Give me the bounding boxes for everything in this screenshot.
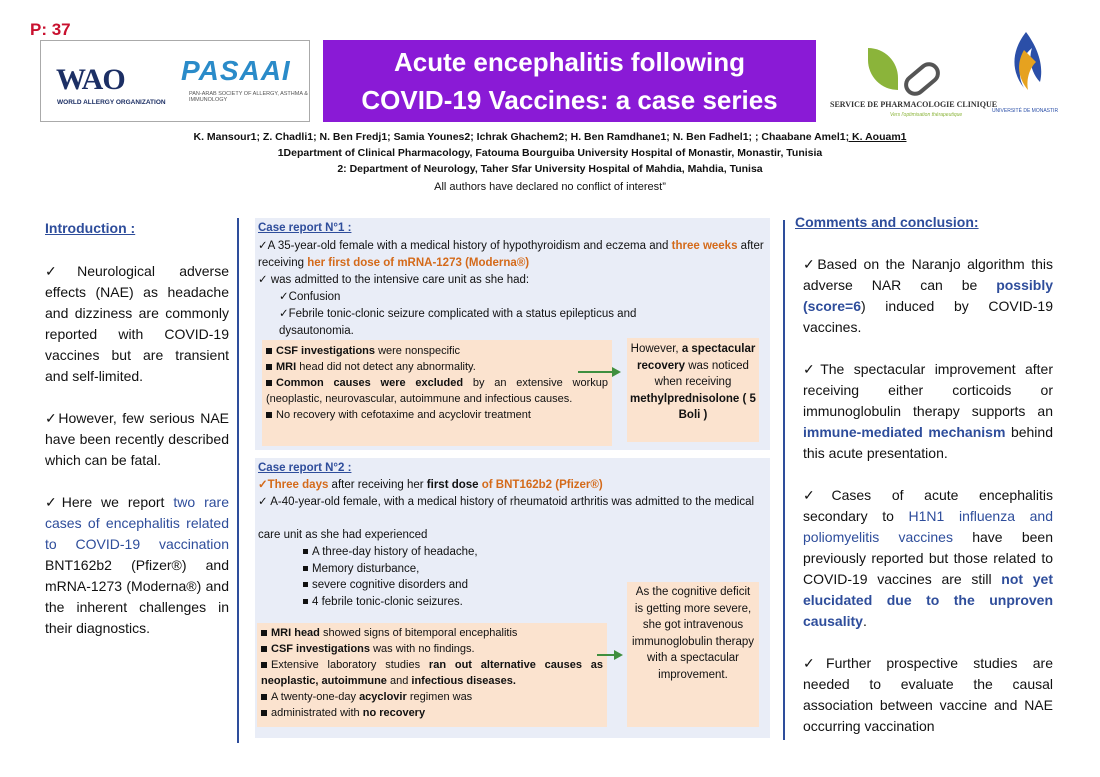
case-2-symptoms — [303, 544, 478, 610]
title-line-1: Acute encephalitis following — [393, 47, 746, 77]
conclusion-body — [797, 254, 1053, 758]
case-2-onset: ✓Three days after receiving her first dose of BNT162b2 (Pfizer®) — [258, 479, 603, 491]
case-1-finding-csf: CSF investigations were nonspecific — [266, 343, 608, 359]
case-2-symptom-1: A three-day history of headache, — [303, 544, 478, 561]
authors-list: K. Mansour1; Z. Chadli1; N. Ben Fredj1; Samia Younes2; Ichrak Ghachem2; H. Ben Ramdhane1; N. Ben Fadhel1; ; Chaabane Amel1 — [193, 131, 846, 143]
case-2-symptom-2: Memory disturbance, — [303, 561, 478, 578]
leaf-icon — [868, 48, 898, 90]
case-2-finding-labs: Extensive laboratory studies ran out alternative causes as neoplastic, autoimmune and infectious diseases. — [261, 659, 603, 687]
conclusion-paragraph-4: ✓Further prospective studies are needed to evaluate the causal association between vaccine and NAE occurring vaccination — [803, 655, 1053, 734]
case-2-finding-csf: CSF investigations was with no findings. — [261, 641, 603, 657]
wao-logo: WAO — [56, 63, 125, 96]
case-1-history: ✓A 35-year-old female with a medical history of hypothyroidism and eczema and three weeks after receiving her first dose of mRNA-1273 (Moderna®) — [258, 240, 764, 269]
pasaai-subtitle: PAN-ARAB SOCIETY OF ALLERGY, ASTHMA & IMMUNOLOGY — [189, 91, 308, 103]
case-2-symptom-3: severe cognitive disorders and — [303, 577, 478, 594]
left-divider — [237, 218, 239, 743]
arrow-right-icon — [614, 650, 623, 660]
conclusion-paragraph-3: ✓Cases of acute encephalitis secondary to H1N1 influenza and poliomyelitis vaccines have been previously reported but those related to COVID-19 vaccines are still not yet elucidated due to the unproven causality. — [803, 487, 1053, 629]
pharmacology-logo-text: SERVICE DE PHARMACOLOGIE CLINIQUE — [830, 100, 998, 109]
university-logo — [991, 30, 1059, 120]
pasaai-logo: PASAAI — [181, 55, 291, 86]
case-1-title: Case report N°1 : — [258, 222, 352, 234]
conclusion-heading: Comments and conclusion: — [795, 214, 979, 230]
wao-subtitle: WORLD ALLERGY ORGANIZATION — [57, 99, 166, 106]
arrow-right-icon — [612, 367, 621, 377]
case-1-symptom-1: ✓Confusion — [279, 291, 341, 303]
case-2-history: ✓ A-40-year-old female, with a medical history of rheumatoid arthritis was admitted to the medical — [258, 496, 755, 508]
title-line-2: COVID-19 Vaccines: a case series — [361, 85, 778, 115]
case-2-findings — [257, 623, 607, 727]
case-1-outcome: However, a spectacular recovery was noticed when receiving methylprednisolone ( 5 Boli ) — [627, 338, 759, 442]
logo-panel — [40, 40, 310, 122]
case-2-title: Case report N°2 : — [258, 462, 352, 474]
pharmacology-logo-subtext: Vers l'optimisation thérapeutique — [890, 112, 963, 118]
arrow-line-1 — [578, 371, 614, 373]
case-2-outcome: As the cognitive deficit is getting more severe, she got intravenous immunoglobulin therapy with a spectacular improvement. — [627, 582, 759, 727]
authors-underlined: ; K. Aouam1 — [845, 131, 907, 143]
right-divider — [783, 220, 785, 740]
university-name: UNIVERSITÉ DE MONASTIR — [991, 108, 1059, 114]
introduction-heading: Introduction : — [45, 220, 136, 236]
intro-paragraph-2: ✓However, few serious NAE have been recently described which can be fatal. — [45, 410, 229, 468]
affiliation-1: 1Department of Clinical Pharmacology, Fatouma Bourguiba University Hospital of Monastir, Monastir, Tunisia — [277, 147, 823, 159]
introduction-body — [45, 261, 229, 660]
case-2-finding-acyclovir: A twenty-one-day acyclovir regimen was — [261, 689, 603, 705]
case-1-finding-mri: MRI head did not detect any abnormality. — [266, 359, 608, 375]
poster-title — [323, 40, 816, 122]
conclusion-paragraph-2: ✓The spectacular improvement after receiving either corticoids or immunoglobulin therapy supports an immune-mediated mechanism behind this acute presentation. — [803, 361, 1053, 461]
case-1-admission: ✓ was admitted to the intensive care unit as she had: — [258, 274, 530, 286]
case-1-finding-causes: Common causes were excluded by an extensive workup (neoplastic, neurovascular, autoimmune and infectious causes. — [266, 377, 608, 405]
case-1-symptom-2: ✓Febrile tonic-clonic seizure complicated with a status epilepticus and dysautonomia. — [279, 308, 637, 337]
pill-icon — [900, 58, 945, 101]
intro-paragraph-1: ✓Neurological adverse effects (NAE) as headache and dizziness are commonly reported with COVID-19 vaccines but are transient and self-limited. — [45, 263, 229, 384]
pharmacology-logo — [830, 38, 1000, 124]
authors-line — [0, 131, 1100, 143]
conflict-statement: All authors have declared no conflict of interest” — [434, 181, 666, 193]
case-1-finding-treatment: No recovery with cefotaxime and acyclovir treatment — [266, 407, 608, 423]
case-2-finding-recovery: administrated with no recovery — [261, 705, 603, 721]
case-2-finding-mri: MRI head showed signs of bitemporal encephalitis — [261, 625, 603, 641]
poster-number: P: 37 — [30, 20, 71, 39]
case-2-experienced: care unit as she had experienced — [258, 529, 428, 541]
conclusion-paragraph-1: ✓Based on the Naranjo algorithm this adverse NAR can be possibly (score=6) induced by COVID-19 vaccines. — [803, 256, 1053, 335]
case-1-findings — [262, 340, 612, 446]
case-2-symptom-4: 4 febrile tonic-clonic seizures. — [303, 594, 478, 611]
intro-paragraph-3: ✓Here we report two rare cases of encephalitis related to COVID-19 vaccination BNT162b2 (Pfizer®) and mRNA-1273 (Moderna®) and the inherent challenges in their diagnostics. — [45, 494, 230, 636]
affiliation-2: 2: Department of Neurology, Taher Sfar University Hospital of Mahdia, Mahdia, Tunisa — [337, 163, 763, 175]
